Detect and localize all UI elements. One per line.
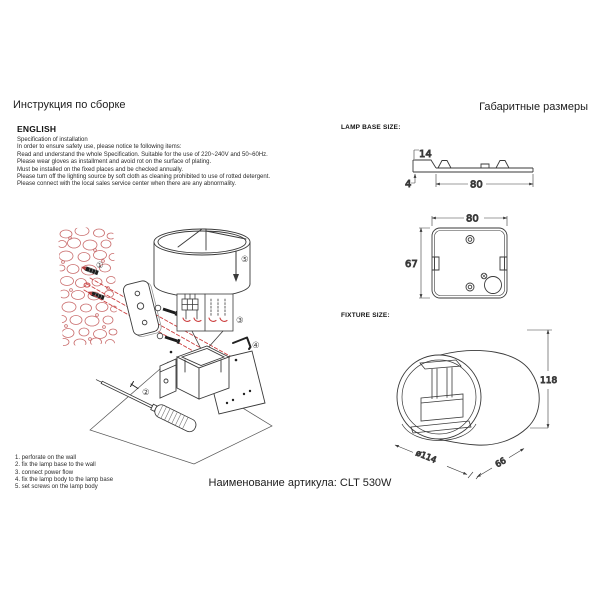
dim-fixture-diameter: ø114	[414, 448, 438, 466]
step-item: 4. fix the lamp body to the lamp base	[15, 476, 114, 483]
spec-line: Please wear gloves as installment and avoid rot on the surface of plating.	[17, 159, 212, 166]
side-bracket	[160, 359, 176, 398]
lamp-body	[160, 346, 265, 414]
dim-top-depth: 67	[405, 259, 418, 270]
step3-marker: ③	[236, 316, 244, 326]
spec-line: In order to ensure safety use, please notice te following items:	[17, 144, 182, 151]
page-title-left: Инструкция по сборке	[13, 99, 126, 111]
step1-marker: ①	[96, 261, 104, 271]
step4-marker: ④	[252, 341, 260, 351]
spec-line: Please turn off the lighting source by soft cloth as cleaning prohibited to use of rotted detergent.	[17, 174, 271, 181]
screw-small-step2	[131, 382, 139, 389]
hex-key	[233, 338, 251, 350]
fixture-size-label: FIXTURE SIZE:	[341, 312, 390, 319]
spec-line: Must be installed on the fixed places and be checked annually.	[17, 166, 183, 173]
dim-base-clip-height: 14	[419, 149, 432, 160]
dim-top-width: 80	[466, 213, 479, 225]
dim-fixture-depth: 66	[493, 456, 509, 471]
step-item: 3. connect power flow	[15, 469, 74, 476]
dim-base-width: 80	[470, 179, 483, 191]
page-title-right: Габаритные размеры	[479, 101, 588, 113]
assembly-diagram	[57, 227, 272, 465]
lamp-base-size-label: LAMP BASE SIZE:	[341, 124, 401, 131]
step5-marker: ⑤	[241, 255, 249, 265]
english-heading: ENGLISH	[17, 124, 57, 134]
base-side-view	[405, 149, 533, 191]
base-top-view	[405, 214, 507, 299]
wiring-detail	[177, 294, 233, 349]
english-section	[17, 124, 347, 189]
spec-line: Specification of installation	[17, 137, 88, 143]
dim-base-thickness: 4	[405, 179, 412, 190]
fixture-bracket	[411, 360, 471, 433]
step-item: 5. set screws on the lamp body	[15, 484, 98, 491]
spec-line: Read and understand the whole Specification. Suitable for the use of 220~240V and 50~60Hz.	[17, 151, 268, 158]
step-item: 2. fix the lamp base to the wall	[15, 462, 96, 469]
insert-arrow	[233, 251, 239, 282]
spec-line: Please connect with the local sales service center when there are any abnormality.	[17, 181, 237, 188]
dim-fixture-height: 118	[540, 376, 558, 386]
article-name: Наименование артикула: CLT 530W	[208, 477, 392, 489]
step-item: 1. perforate on the wall	[15, 455, 77, 461]
fixture-view	[395, 330, 557, 479]
step2-marker: ②	[142, 388, 150, 398]
